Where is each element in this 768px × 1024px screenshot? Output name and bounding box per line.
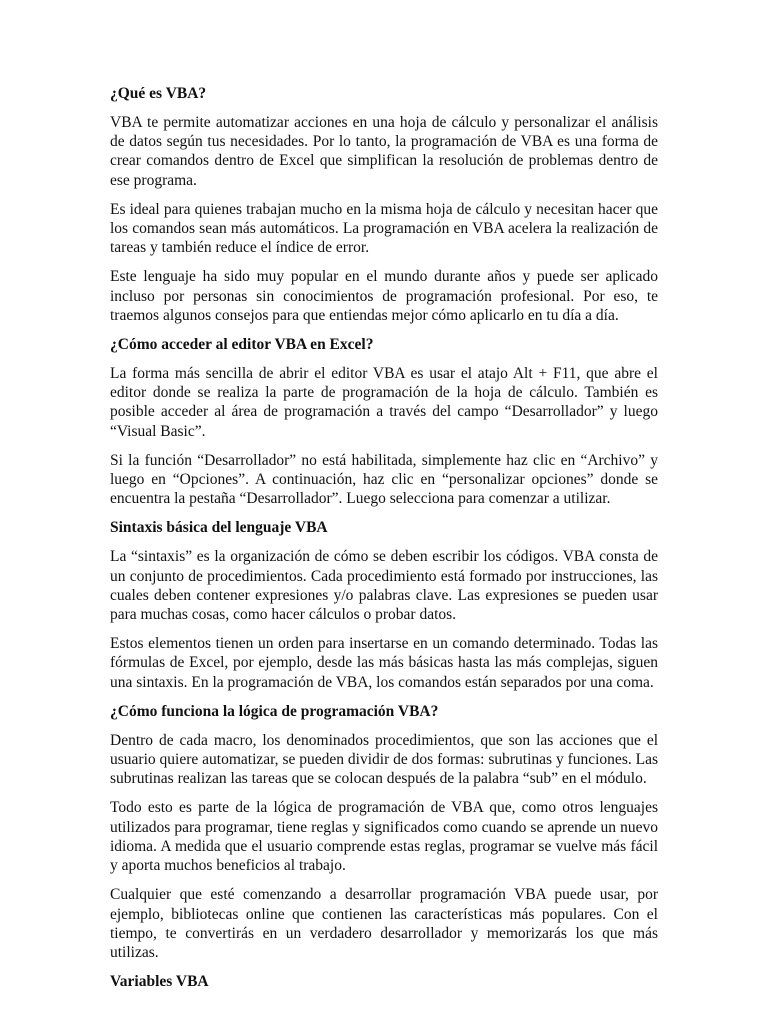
section-heading-access-editor: ¿Cómo acceder al editor VBA en Excel? <box>110 336 374 354</box>
paragraph: Estos elementos tienen un orden para insertarse en un comando determinado. Todas las fórmulas de Excel, por ejemplo, desde las más básicas hasta las más complejas, siguen una sintaxis. En la programación de VBA, los comandos están separados por una coma. <box>110 635 658 691</box>
section-heading-basic-syntax: Sintaxis básica del lenguaje VBA <box>110 519 328 537</box>
section-heading-what-is-vba: ¿Qué es VBA? <box>110 85 207 102</box>
paragraph: Si la función “Desarrollador” no está habilitada, simplemente haz clic en “Archivo” y luego en “Opciones”. A continuación, haz clic en “personalizar opciones” donde se encuentra la pestaña “Desarrollador”. Luego selecciona para comenzar a utilizar. <box>110 451 658 508</box>
paragraph: La forma más sencilla de abrir el editor VBA es usar el atajo Alt + F11, que abre el editor donde se realiza la parte de programación de la hoja de cálculo. También es posible acceder al área de programación a través del campo “Desarrollador” y luego “Visual Basic”. <box>110 365 658 440</box>
paragraph: Este lenguaje ha sido muy popular en el mundo durante años y puede ser aplicado incluso por personas sin conocimientos de programación profesional. Por eso, te traemos algunos consejos para que entiendas mejor cómo aplicarlo en tu día a día. <box>110 268 658 324</box>
section-heading-variables: Variables VBA <box>110 973 209 991</box>
paragraph: Dentro de cada macro, los denominados procedimientos, que son las acciones que el usuario quiere automatizar, se pueden dividir de dos formas: subrutinas y funciones. Las subrutinas realizan las tareas que se colocan después de la palabra “sub” en el módulo. <box>110 731 658 788</box>
paragraph: Cualquier que esté comenzando a desarrollar programación VBA puede usar, por ejemplo, bibliotecas online que contienen las características más populares. Con el tiempo, te convertirás en un verdadero desarrollador y memorizarás los que más utilizas. <box>110 886 658 961</box>
section-heading-programming-logic: ¿Cómo funciona la lógica de programación VBA? <box>110 702 439 720</box>
paragraph: VBA te permite automatizar acciones en una hoja de cálculo y personalizar el análisis de datos según tus necesidades. Por lo tanto, la programación de VBA es una forma de crear comandos dentro de Excel que simplifican la resolución de problemas dentro de ese programa. <box>110 114 658 189</box>
paragraph: Es ideal para quienes trabajan mucho en la misma hoja de cálculo y necesitan hacer que los comandos sean más automáticos. La programación en VBA acelera la realización de tareas y también reduce el índice de error. <box>110 200 658 257</box>
paragraph: Todo esto es parte de la lógica de programación de VBA que, como otros lenguajes utilizados para programar, tiene reglas y significados como cuando se aprende un nuevo idioma. A medida que el usuario comprende estas reglas, programar se vuelve más fácil y aporta muchos beneficios al trabajo. <box>110 799 658 875</box>
paragraph: La “sintaxis” es la organización de cómo se deben escribir los códigos. VBA consta de un conjunto de procedimientos. Cada procedimiento está formado por instrucciones, las cuales deben contener expresiones y/o palabras clave. Las expresiones se pueden usar para muchas cosas, como hacer cálculos o probar datos. <box>110 548 658 624</box>
